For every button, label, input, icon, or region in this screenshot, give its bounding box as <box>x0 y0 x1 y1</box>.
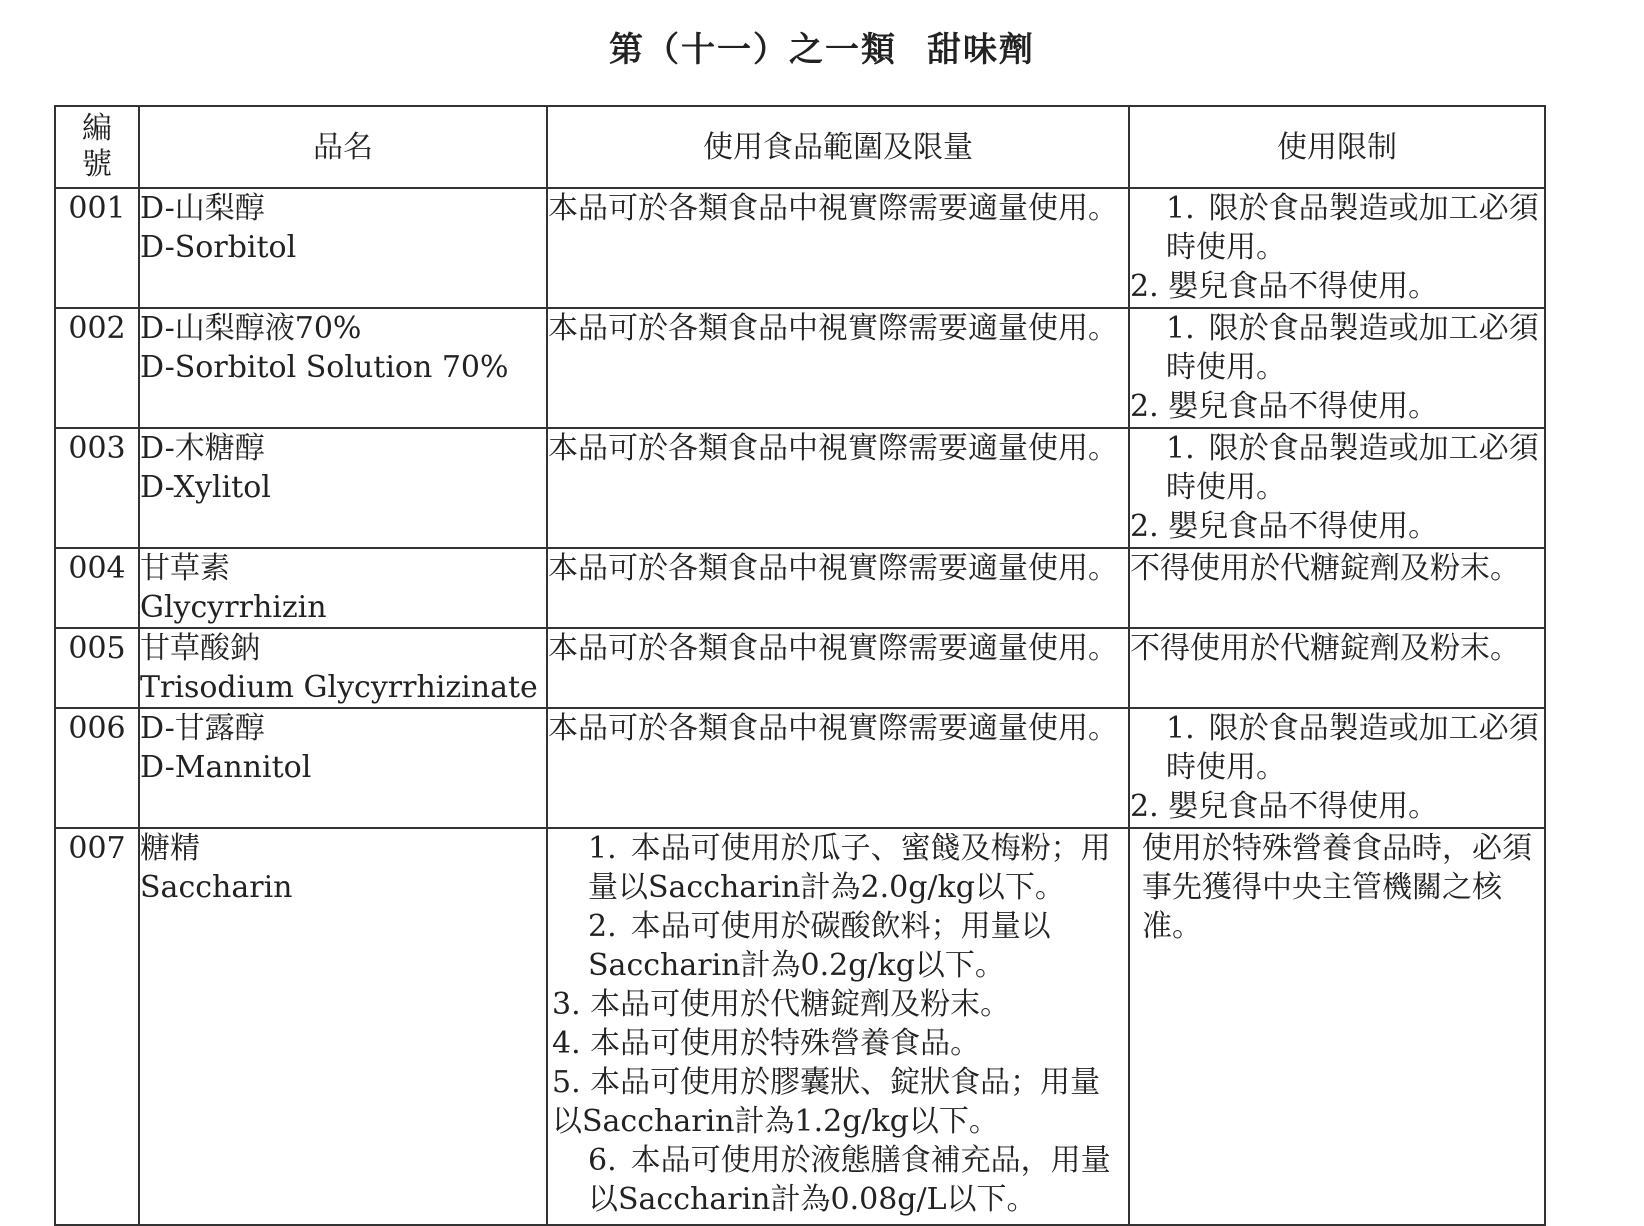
usage-limit <box>1129 428 1545 548</box>
limit-item: 1. 限於食品製造或加工必須時使用。 <box>1166 431 1539 505</box>
header-scope: 使用食品範圍及限量 <box>547 106 1129 188</box>
header-limit: 使用限制 <box>1129 106 1545 188</box>
item-name <box>139 308 547 428</box>
limit-item: 1. 限於食品製造或加工必須時使用。 <box>1166 191 1539 265</box>
usage-scope <box>547 828 1129 1225</box>
item-name-en: Glycyrrhizin <box>140 590 327 625</box>
header-number: 編 號 <box>55 106 139 188</box>
table-row <box>55 188 1545 308</box>
limit-item: 2. 嬰兒食品不得使用。 <box>1130 509 1439 544</box>
additive-table <box>54 105 1546 1226</box>
usage-limit <box>1129 308 1545 428</box>
item-name <box>139 828 547 1225</box>
item-name <box>139 628 547 708</box>
item-name <box>139 188 547 308</box>
table-header-row <box>55 106 1545 188</box>
usage-scope: 本品可於各類食品中視實際需要適量使用。 <box>547 628 1129 708</box>
title-category: 第（十一）之一類 <box>609 30 897 70</box>
limit-item: 2. 嬰兒食品不得使用。 <box>1130 269 1439 304</box>
scope-item: 1. 本品可使用於瓜子、蜜餞及梅粉；用量以Saccharin計為2.0g/kg以下。 <box>588 831 1111 905</box>
usage-scope: 本品可於各類食品中視實際需要適量使用。 <box>547 428 1129 548</box>
item-name-zh: D-木糖醇 <box>140 431 265 466</box>
scope-item: 6. 本品可使用於液態膳食補充品，用量以Saccharin計為0.08g/L以下。 <box>588 1143 1111 1217</box>
table-row <box>55 628 1545 708</box>
item-name-en: Trisodium Glycyrrhizinate <box>140 670 538 705</box>
row-number: 005 <box>55 628 139 708</box>
item-name <box>139 708 547 828</box>
title-subject: 甜味劑 <box>927 30 1035 70</box>
limit-item: 1. 限於食品製造或加工必須時使用。 <box>1166 711 1539 785</box>
item-name <box>139 428 547 548</box>
row-number: 001 <box>55 188 139 308</box>
usage-scope: 本品可於各類食品中視實際需要適量使用。 <box>547 548 1129 628</box>
usage-scope: 本品可於各類食品中視實際需要適量使用。 <box>547 308 1129 428</box>
row-number: 003 <box>55 428 139 548</box>
item-name-zh: 甘草酸鈉 <box>140 631 260 666</box>
usage-limit: 不得使用於代糖錠劑及粉末。 <box>1129 628 1545 708</box>
item-name-en: D-Xylitol <box>140 470 271 505</box>
table-row <box>55 308 1545 428</box>
table-row <box>55 428 1545 548</box>
usage-limit <box>1129 188 1545 308</box>
limit-item: 1. 限於食品製造或加工必須時使用。 <box>1166 311 1539 385</box>
row-number: 006 <box>55 708 139 828</box>
item-name-en: D-Sorbitol <box>140 230 297 265</box>
table-row <box>55 708 1545 828</box>
item-name-zh: D-甘露醇 <box>140 711 265 746</box>
table-row <box>55 548 1545 628</box>
usage-scope: 本品可於各類食品中視實際需要適量使用。 <box>547 188 1129 308</box>
limit-item: 2. 嬰兒食品不得使用。 <box>1130 789 1439 824</box>
row-number: 002 <box>55 308 139 428</box>
item-name <box>139 548 547 628</box>
header-name: 品名 <box>139 106 547 188</box>
item-name-zh: D-山梨醇液70% <box>140 311 362 346</box>
item-name-en: Saccharin <box>140 870 293 905</box>
scope-item: 3. 本品可使用於代糖錠劑及粉末。 <box>552 987 1011 1022</box>
item-name-zh: 甘草素 <box>140 551 230 586</box>
usage-scope: 本品可於各類食品中視實際需要適量使用。 <box>547 708 1129 828</box>
item-name-en: D-Sorbitol Solution 70% <box>140 350 509 385</box>
item-name-zh: 糖精 <box>140 831 200 866</box>
limit-item: 2. 嬰兒食品不得使用。 <box>1130 389 1439 424</box>
item-name-en: D-Mannitol <box>140 750 312 785</box>
usage-limit: 不得使用於代糖錠劑及粉末。 <box>1129 548 1545 628</box>
scope-item: 2. 本品可使用於碳酸飲料；用量以Saccharin計為0.2g/kg以下。 <box>588 909 1051 983</box>
table-row <box>55 828 1545 1225</box>
item-name-zh: D-山梨醇 <box>140 191 265 226</box>
row-number: 007 <box>55 828 139 1225</box>
scope-item: 5. 本品可使用於膠囊狀、錠狀食品；用量以Saccharin計為1.2g/kg以下。 <box>552 1065 1101 1139</box>
scope-item: 4. 本品可使用於特殊營養食品。 <box>552 1026 981 1061</box>
page-title <box>0 22 1644 71</box>
row-number: 004 <box>55 548 139 628</box>
usage-limit <box>1129 708 1545 828</box>
usage-limit: 使用於特殊營養食品時，必須事先獲得中央主管機關之核准。 <box>1129 828 1545 1225</box>
